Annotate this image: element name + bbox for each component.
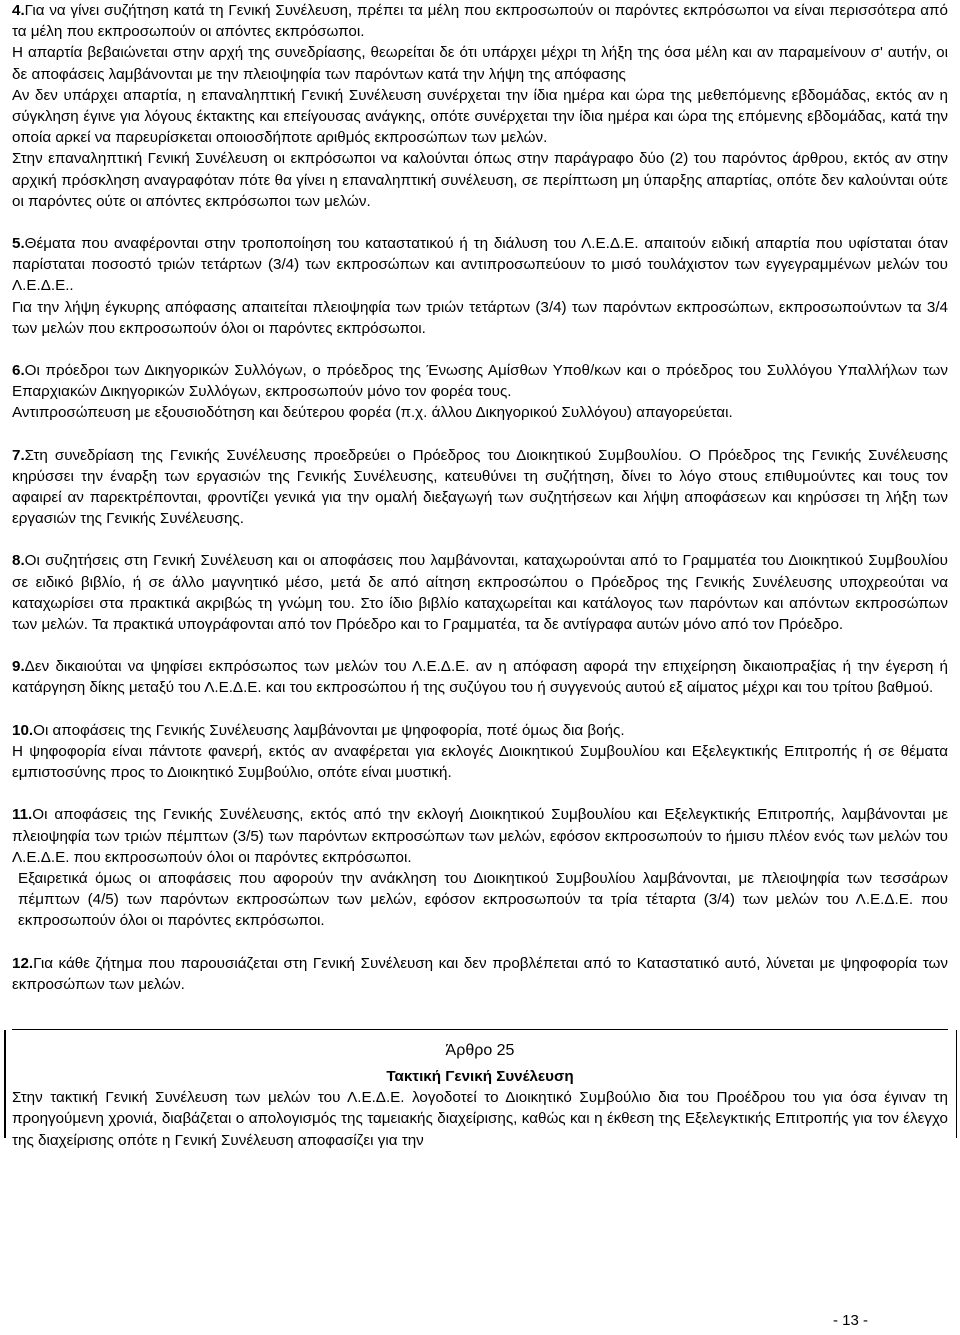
paragraph-number: 12. (12, 954, 34, 972)
paragraph-8 (12, 550, 948, 635)
paragraph-text: Οι αποφάσεις της Γενικής Συνέλευσης λαμβάνονται με ψηφοφορία, ποτέ όμως δια βοής. (33, 721, 625, 739)
page-number: - 13 - (832, 1312, 868, 1329)
paragraph-11b: Εξαιρετικά όμως οι αποφάσεις που αφορούν την ανάκληση του Διοικητικού Συμβουλίου λαμβάνονται, με πλειοψηφία των τεσσάρων πέμπτων (4/5) των παρόντων εκπροσώπων των μελών, εφόσον εκπροσωπούν τα τρία τέταρτα (3/4) των μελών του Λ.Ε.Δ.Ε. που εκπροσωπούν όλοι οι παρόντες εκπρόσωποι. (18, 869, 948, 930)
paragraph-4 (12, 0, 948, 42)
paragraph-text: Οι αποφάσεις της Γενικής Συνέλευσης, εκτός από την εκλογή Διοικητικού Συμβουλίου και Εξελεγκτικής Επιτροπής, λαμβάνονται με πλειοψηφία των τριών πέμπτων (3/5) των παρόντων εκπροσώπων των μελών, εφόσον εκπροσωπούν το ήμισυ πλέον ενός των μελών του Λ.Ε.Δ.Ε. που εκπροσωπούν όλοι οι παρόντες εκπρόσωποι. (12, 806, 948, 866)
paragraph-4c: Αν δεν υπάρχει απαρτία, η επαναληπτική Γενική Συνέλευση συνέρχεται την ίδια ημέρα και ώρα της μεθεπόμενης εβδομάδας, εκτός αν η σύγκληση έγινε για λόγους έκτακτης και επείγουσας ανάγκης, οπότε συνέρχεται την ίδια ημέρα και ώρα της επόμενης εβδομάδας, κατά την οποία αρκεί να παρευρίσκεται οποιοσδήποτε αριθμός εκπροσώπων των μελών. (12, 86, 948, 147)
paragraph-number: 10. (12, 721, 34, 739)
paragraph-6b: Αντιπροσώπευση με εξουσιοδότηση και δεύτερου φορέα (π.χ. άλλου Δικηγορικού Συλλόγου) απαγορεύεται. (12, 404, 733, 422)
paragraph-text: Δεν δικαιούται να ψηφίσει εκπρόσωπος των μελών του Λ.Ε.Δ.Ε. αν η απόφαση αφορά την επιχείρηση δικαιοπραξίας ή την έγερση ή κατάργηση δίκης μεταξύ του Λ.Ε.Δ.Ε. και του εκπροσώπου ή της συζύγου του ή συγγενούς αυτού εξ αίματος μέχρι και του τρίτου βαθμού. (12, 658, 948, 697)
article-text: Στην τακτική Γενική Συνέλευση των μελών του Λ.Ε.Δ.Ε. λογοδοτεί το Διοικητικό Συμβούλιο δια του Προέδρου του για όσα έγιναν τη προηγούμενη χρονιά, διαβάζεται ο απολογισμός της ταμειακής διαχείρισης, καθώς και η έκθεση της Εξελεγκτικής Επιτροπής για τον έλεγχο της διαχείρισης οπότε η Γενική Συνέλευση αποφασίζει για την (12, 1089, 948, 1149)
paragraph-text: Οι πρόεδροι των Δικηγορικών Συλλόγων, ο πρόεδρος της Ένωσης Αμίσθων Υποθ/κων και ο πρόεδρος του Συλλόγου Υπαλλήλων των Επαρχιακών Δικηγορικών Συλλόγων, εκπροσωπούν μόνο τον φορέα τους. (12, 362, 948, 401)
paragraph-10b: Η ψηφοφορία είναι πάντοτε φανερή, εκτός αν αναφέρεται για εκλογές Διοικητικού Συμβουλίου και Εξελεγκτικής Επιτροπής ή σε θέματα εμπιστοσύνης προς το Διοικητικό Συμβούλιο, οπότε είναι μυστική. (12, 742, 948, 782)
paragraph-number: 6. (12, 362, 25, 380)
paragraph-6 (12, 360, 948, 402)
article-subtitle: Τακτική Γενική Συνέλευση (386, 1067, 574, 1085)
paragraph-number: 4. (12, 2, 25, 19)
paragraph-number: 11. (12, 806, 33, 824)
paragraph-5b: Για την λήψη έγκυρης απόφασης απαιτείται πλειοψηφία των τριών τετάρτων (3/4) των παρόντων εκπροσώπων, εκπροσωπούντων τα 3/4 των μελών που εκπροσωπούν όλοι οι παρόντες εκπρόσωποι. (12, 298, 948, 337)
paragraph-7 (12, 445, 948, 530)
paragraph-text: Για κάθε ζήτημα που παρουσιάζεται στη Γενική Συνέλευση και δεν προβλέπεται από το Καταστατικό αυτό, λύνεται με ψηφοφορία των εκπροσώπων των μελών. (12, 954, 948, 993)
paragraph-number: 9. (12, 658, 25, 676)
paragraph-9 (12, 656, 948, 698)
document-page (12, 0, 948, 1151)
paragraph-4b: Η απαρτία βεβαιώνεται στην αρχή της συνεδρίασης, θεωρείται δε ότι υπάρχει μέχρι τη λήξη της όσα μέλη και αν παραμείνουν σ' αυτήν, οι δε αποφάσεις λαμβάνονται με την πλειοψηφία των παρόντων κατά την λήψη της απόφασης (12, 44, 948, 83)
border-right (956, 1030, 958, 1138)
paragraph-text: Θέματα που αναφέρονται στην τροποποίηση του καταστατικού ή τη διάλυση του Λ.Ε.Δ.Ε. απαιτούν ειδική απαρτία που υφίσταται όταν παρίσταται ποσοστό τριών τετάρτων (3/4) των εκπροσώπων και αντιπροσωπεύουν το μισό τουλάχιστον των εγγεγραμμένων μελών του Λ.Ε.Δ.Ε.. (12, 235, 948, 295)
paragraph-text: Οι συζητήσεις στη Γενική Συνέλευση και οι αποφάσεις που λαμβάνονται, καταχωρούνται από το Γραμματέα του Διοικητικού Συμβουλίου σε ειδικό βιβλίο, ή σε άλλο μαγνητικό μέσο, μετά δε από αίτηση εκπροσώπου ο Πρόεδρος της Γενικής Συνέλευσης υποχρεούται να καταχωρίσει στα πρακτικά ακριβώς τη γνώμη του. Στο ίδιο βιβλίο καταχωρείται και κατάλογος των παρόντων και απόντων εκπροσώπων των μελών. Τα πρακτικά υπογράφονται από τον Πρόεδρο και το Γραμματέα, τα δε αντίγραφα αυτών μόνο από τον Πρόεδρο. (12, 552, 948, 634)
article-title: Άρθρο 25 (445, 1041, 515, 1059)
article-section (12, 1029, 948, 1151)
paragraph-number: 8. (12, 552, 25, 570)
paragraph-5 (12, 233, 948, 297)
paragraph-text: Για να γίνει συζήτηση κατά τη Γενική Συνέλευση, πρέπει τα μέλη που εκπροσωπούν οι παρόντες εκπρόσωποι να είναι περισσότερα από τα μέλη που εκπροσωπούν οι απόντες εκπρόσωποι. (12, 2, 948, 41)
paragraph-11 (12, 804, 948, 868)
paragraph-number: 5. (12, 235, 25, 253)
paragraph-12 (12, 953, 948, 995)
paragraph-text: Στη συνεδρίαση της Γενικής Συνέλευσης προεδρεύει ο Πρόεδρος του Διοικητικού Συμβουλίου. Ο Πρόεδρος της Γενικής Συνέλευσης κηρύσσει την έναρξη των εργασιών της Γενικής Συνέλευσης, κατευθύνει τη συζήτηση, δίνει το λόγο στους επιθυμούντες και τους τον αφαιρεί αν παρεκτρέπονται, φροντίζει γενικά για την ομαλή διεξαγωγή των συζητήσεων και λήψη αποφάσεων και κηρύσσει τη λήξη των εργασιών της Γενικής Συνέλευσης. (12, 446, 948, 528)
paragraph-number: 7. (12, 446, 25, 464)
border-left (4, 1030, 6, 1138)
paragraph-4d: Στην επαναληπτική Γενική Συνέλευση οι εκπρόσωποι να καλούνται όπως στην παράγραφο δύο (2) του παρόντος άρθρου, εκτός αν στην αρχική πρόσκληση αναγραφόταν πότε θα γίνει η επαναληπτική συνέλευση, σε περίπτωση μη ύπαρξης απαρτίας, οπότε δεν καλούνται ούτε οι παρόντες ούτε οι απόντες εκπρόσωποι των μελών. (12, 150, 948, 210)
paragraph-10 (12, 720, 948, 741)
